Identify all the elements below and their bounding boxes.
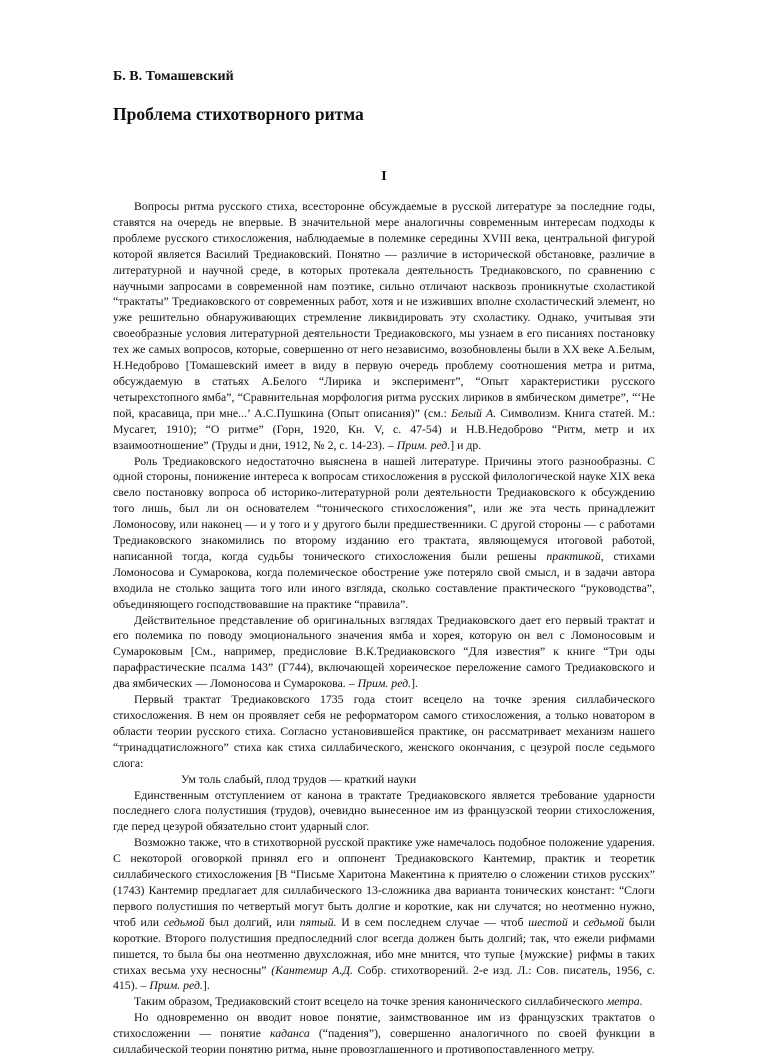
paragraph-1: Вопросы ритма русского стиха, всесторонне обсуждаемые в русской литературе за последние годы, ставятся на очередь не впервые. В значительной мере аналогичны современным интересам подходы к проблеме русского стихосложения, наблюдаемые в полемике середины XVIII века, центральной фигурой которой является Василий Тредиаковский. Понятно — различие в исторической обстановке, различие в литературной и научной среде, в которых протекала деятельность Тредиаковского, по сравнению с научными запросами в современной нам поэтике, сильно отличают насквозь проникнутые схоластикой “трактаты” Тредиаковского от современных работ, хотя и не изживших вполне схоластический элемент, но уже решительно обнаруживающих стремление ликвидировать эту схоластику. Однако, учитывая эти своеобразные условия литературной деятельности Тредиаковского, мы узнаем в его писаниях постановку тех же самых вопросов, которые, совершенно от него независимо, возобновлены были в XX веке А.Белым, Н.Недоброво [Томашевский имеет в виду в первую очередь проблему соотношения метра и ритма, обсуждаемую в статьях А.Белого “Лирика и эксперимент”, “Опыт характеристики русского четырехстопного ямба”, “Сравнительная морфология ритма русских лириков в ямбическом диметре”, “‘Не пой, красавица, при мне...’ А.С.Пушкина (Опыт описания)” (см.: Белый А. Символизм. Книга статей. М.: Мусагет, 1910); “О ритме” (Горн, 1920, Кн. V, с. 47-54) и Н.В.Недоброво “Ритм, метр и их взаимоотношение” (Труды и дни, 1912, № 2, с. 14-23). – Прим. ред.] и др. xyxy=(113,199,655,452)
paragraph-4: Первый трактат Тредиаковского 1735 года стоит всецело на точке зрения силлабического стихосложения. В нем он проявляет себя не реформатором самого стихосложения, а только новатором в области теории русского стиха. Согласно установившейся практике, он рассматривает механизм нашего “тринадцатисложного” стиха как стиха силлабического, женского окончания, с цезурой после седьмого слога: xyxy=(113,692,655,770)
paragraph-8: Но одновременно он вводит новое понятие, заимствованное им из французских трактатов о стихосложении — понятие каданса (“падения”), совершенно аналогичного по своей функции в силлабической теории понятию ритма, ныне провозглашенного и противопоставленного метру. xyxy=(113,1010,656,1057)
paragraph-6: Возможно также, что в стихотворной русской практике уже намечалось подобное положение ударения. С некоторой оговоркой принял его и оппонент Тредиаковского Кантемир, практик и теоретик силлабического стихосложения [В “Письме Харитона Макентина к приятелю о сложении стихов русских” (1743) Кантемир предлагает для силлабического 13-сложника два варианта тонических констант: “Слоги первого полустишия по четвертый могут быть долгие и короткие, как ни случатся; но неотменно нужно, чтоб или седьмой был долгий, или пятый. И в сем последнем случае — чтоб шестой и седьмой были короткие. Второго полустишия предпоследний слог всегда должен быть долгий; так, что ежели рифмами пишется, то была бы она неотменно двухсложная, ибо мне мнится, что тупые {мужские} рифмы в таких стихах весьма уху несносны” (Кантемир А.Д. Собр. стихотворений. 2-е изд. Л.: Сов. писатель, 1956, с. 415). – Прим. ред.]. xyxy=(113,835,656,993)
section-number: I xyxy=(381,169,387,184)
paragraph-7: Таким образом, Тредиаковский стоит всецело на точке зрения канонического силлабического метра. xyxy=(134,994,643,1009)
paragraph-5: Единственным отступлением от канона в трактате Тредиаковского является требование ударности последнего слога полустишия (трудов), очевидно вынесенное им из французской теории стихосложения, где перед цезурой обязательно стоит ударный слог. xyxy=(113,787,655,834)
verse-quote: Ум толь слабый, плод трудов — краткий науки xyxy=(181,771,417,786)
article-body xyxy=(113,199,655,1058)
paragraph-2: Роль Тредиаковского недостаточно выяснена в нашей литературе. Причины этого разнообразны. С одной стороны, понижение интереса к вопросам стихосложения в русской филологической науке XIX века свело постановку вопроса об историко-литературной роли деятельности Тредиаковского к обсуждению того лишь, был ли он основателем “тонического стихосложения”, или же эта честь принадлежит Ломоносову, или наконец — и у того и у другого были предшественники. С другой стороны — с работами Тредиаковского знакомились по второму изданию его трактата, являющемуся итоговой работой, написанной тогда, когда судьбы тонического стихосложения были решены практикой, стихами Ломоносова и Сумарокова, когда полемическое обострение уже потеряло свой смысл, и в задачи автора входила не столько защита того или иного взгляда, сколько составление практического “руководства”, объединяющего господствовавшие на практике “правила”. xyxy=(113,453,655,611)
paragraph-3: Действительное представление об оригинальных взглядах Тредиаковского дает его первый трактат и его полемика по поводу эмоционального значения ямба и хорея, которую он вел с Ломоносовым и Сумароковым [См., например, предисловие В.К.Тредиаковского “Для известия” к книге “Три оды парафрастические псалма 143” (Г744), включающей хореическое переложение самого Тредиаковского и два ямбических — Ломоносова и Сумарокова. – Прим. ред.]. xyxy=(113,612,655,691)
author-name: Б. В. Томашевский xyxy=(113,69,234,84)
article-title: Проблема стихотворного ритма xyxy=(113,104,364,124)
